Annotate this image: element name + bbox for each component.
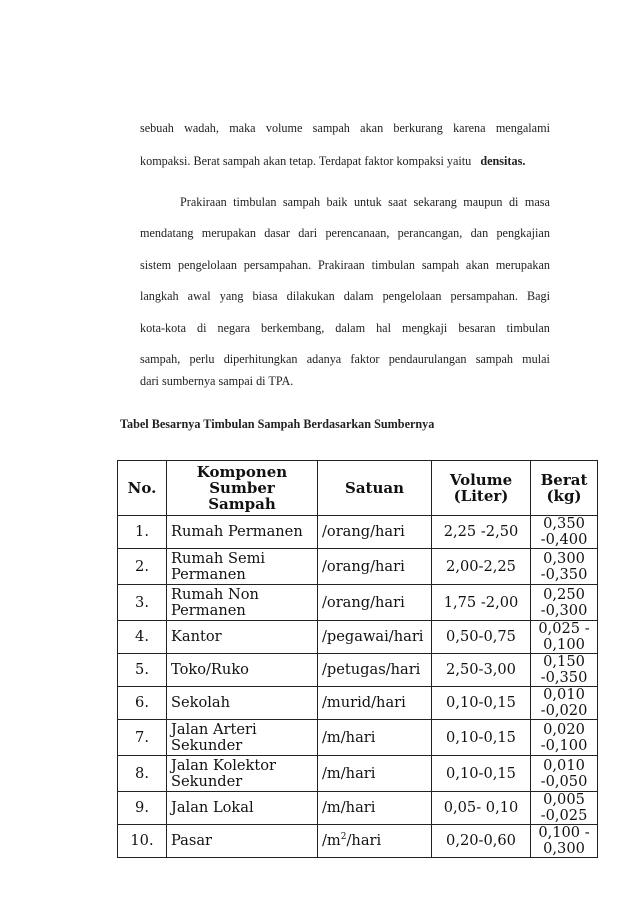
paragraph-line bbox=[140, 289, 550, 304]
word: perencanaan, bbox=[325, 226, 390, 240]
word: berkembang, bbox=[261, 321, 325, 335]
cell-volume: 1,75 -2,00 bbox=[432, 585, 531, 621]
header-no: No. bbox=[118, 461, 167, 516]
keyword-densitas: densitas. bbox=[480, 154, 526, 168]
word: karena bbox=[453, 121, 486, 135]
word: masa bbox=[524, 195, 550, 209]
word: diperhitungkan bbox=[223, 352, 298, 366]
table-row bbox=[118, 549, 598, 585]
cell-komponen: Kantor bbox=[167, 621, 318, 654]
word: dalam bbox=[343, 289, 374, 303]
cell-berat: 0,020 -0,100 bbox=[531, 720, 598, 756]
table-row bbox=[118, 687, 598, 720]
cell-komponen-line2: Sekunder bbox=[171, 772, 243, 790]
cell-berat: 0,300 -0,350 bbox=[531, 549, 598, 585]
word: mengkaji bbox=[401, 321, 448, 335]
word: timbulan bbox=[233, 195, 277, 209]
word: merupakan bbox=[495, 258, 550, 272]
cell-komponen: Sekolah bbox=[167, 687, 318, 720]
word: dalam bbox=[335, 321, 366, 335]
cell-satuan: /orang/hari bbox=[318, 516, 432, 549]
satuan-unit: /m bbox=[322, 832, 341, 849]
table-row bbox=[118, 516, 598, 549]
cell-no: 2. bbox=[118, 549, 167, 585]
cell-satuan: /murid/hari bbox=[318, 687, 432, 720]
word: berkurang bbox=[393, 121, 443, 135]
word: maka bbox=[229, 121, 256, 135]
cell-berat: 0,150 -0,350 bbox=[531, 654, 598, 687]
cell-no: 4. bbox=[118, 621, 167, 654]
paragraph-line bbox=[140, 374, 550, 389]
header-komponen bbox=[167, 461, 318, 516]
word: baik bbox=[326, 195, 348, 209]
word: pengkajian bbox=[496, 226, 550, 240]
timbulan-sampah-table bbox=[117, 460, 598, 858]
cell-komponen: Rumah Permanen bbox=[167, 516, 318, 549]
word: volume bbox=[265, 121, 303, 135]
cell-berat: 0,010 -0,020 bbox=[531, 687, 598, 720]
header-satuan: Satuan bbox=[318, 461, 432, 516]
word: dilakukan bbox=[286, 289, 335, 303]
cell-komponen: Toko/Ruko bbox=[167, 654, 318, 687]
word: pengelolaan bbox=[178, 258, 237, 272]
cell-volume: 2,50-3,00 bbox=[432, 654, 531, 687]
word: di bbox=[197, 321, 207, 335]
word: pengelolaan bbox=[382, 289, 442, 303]
cell-komponen bbox=[167, 549, 318, 585]
cell-no: 7. bbox=[118, 720, 167, 756]
word: untuk bbox=[353, 195, 382, 209]
cell-volume: 2,00-2,25 bbox=[432, 549, 531, 585]
cell-komponen-line1: Rumah Non bbox=[171, 585, 259, 603]
paragraph-line bbox=[140, 226, 550, 241]
cell-berat: 0,250 -0,300 bbox=[531, 585, 598, 621]
word: kota-kota bbox=[140, 321, 187, 335]
word: biasa bbox=[252, 289, 278, 303]
word: maupun bbox=[463, 195, 503, 209]
paragraph-line bbox=[140, 154, 550, 169]
word: dasar bbox=[264, 226, 290, 240]
cell-komponen-line2: Sekunder bbox=[171, 736, 243, 754]
cell-komponen-line1: Jalan Arteri bbox=[171, 720, 257, 738]
word: besaran bbox=[458, 321, 496, 335]
cell-no: 9. bbox=[118, 792, 167, 825]
word: sebuah bbox=[140, 121, 174, 135]
table-row bbox=[118, 720, 598, 756]
cell-berat: 0,100 - 0,300 bbox=[531, 825, 598, 858]
header-komponen-line2: Sampah bbox=[208, 495, 276, 513]
word: saat bbox=[388, 195, 408, 209]
paragraph-line bbox=[140, 121, 550, 136]
word: adanya bbox=[306, 352, 342, 366]
word: perlu bbox=[189, 352, 215, 366]
cell-volume: 0,10-0,15 bbox=[432, 687, 531, 720]
cell-satuan bbox=[318, 825, 432, 858]
header-volume-line2: (Liter) bbox=[453, 487, 509, 505]
cell-volume: 0,10-0,15 bbox=[432, 720, 531, 756]
word: sampah, bbox=[140, 352, 181, 366]
cell-satuan: /m/hari bbox=[318, 756, 432, 792]
word: timbulan bbox=[506, 321, 550, 335]
paragraph-line bbox=[140, 258, 550, 273]
word: persampahan. bbox=[450, 289, 518, 303]
word: akan bbox=[465, 258, 489, 272]
cell-volume: 0,05- 0,10 bbox=[432, 792, 531, 825]
word: dari bbox=[298, 226, 318, 240]
paragraph-text: dari sumbernya sampai di TPA. bbox=[140, 374, 294, 388]
cell-komponen bbox=[167, 720, 318, 756]
word: Prakiraan bbox=[180, 195, 227, 209]
word: yang bbox=[219, 289, 244, 303]
word: sampah bbox=[282, 195, 321, 209]
word: sampah bbox=[421, 258, 460, 272]
word: timbulan bbox=[371, 258, 415, 272]
header-volume bbox=[432, 461, 531, 516]
cell-berat: 0,005 -0,025 bbox=[531, 792, 598, 825]
word: perancangan, bbox=[397, 226, 463, 240]
paragraph-line bbox=[140, 321, 550, 336]
table-caption: Tabel Besarnya Timbulan Sampah Berdasarkan Sumbernya bbox=[120, 417, 435, 431]
cell-komponen: Pasar bbox=[167, 825, 318, 858]
header-berat: Berat (kg) bbox=[531, 461, 598, 516]
word: mengalami bbox=[495, 121, 550, 135]
word: sampah bbox=[312, 121, 350, 135]
table-row bbox=[118, 621, 598, 654]
cell-satuan: /orang/hari bbox=[318, 585, 432, 621]
word: negara bbox=[217, 321, 250, 335]
paragraph-line bbox=[140, 195, 550, 210]
word: Prakiraan bbox=[318, 258, 365, 272]
cell-komponen-line2: Permanen bbox=[171, 601, 246, 619]
cell-komponen-line1: Jalan Kolektor bbox=[171, 756, 277, 774]
table-row bbox=[118, 792, 598, 825]
paragraph-text: kompaksi. Berat sampah akan tetap. Terdapat faktor kompaksi yaitu bbox=[140, 154, 472, 168]
cell-komponen bbox=[167, 756, 318, 792]
header-volume-line1: Volume bbox=[449, 471, 513, 489]
cell-satuan: /petugas/hari bbox=[318, 654, 432, 687]
cell-no: 8. bbox=[118, 756, 167, 792]
word: sistem bbox=[140, 258, 172, 272]
header-komponen-line1: Komponen Sumber bbox=[196, 463, 288, 497]
table-row bbox=[118, 654, 598, 687]
word: pendaurulangan bbox=[388, 352, 467, 366]
cell-komponen: Jalan Lokal bbox=[167, 792, 318, 825]
table-row bbox=[118, 585, 598, 621]
word: faktor bbox=[350, 352, 380, 366]
cell-no: 1. bbox=[118, 516, 167, 549]
word: awal bbox=[187, 289, 211, 303]
cell-berat: 0,010 -0,050 bbox=[531, 756, 598, 792]
word: persampahan. bbox=[243, 258, 312, 272]
cell-berat: 0,350 -0,400 bbox=[531, 516, 598, 549]
cell-komponen bbox=[167, 585, 318, 621]
satuan-superscript: 2 bbox=[340, 832, 347, 842]
word: dan bbox=[470, 226, 489, 240]
cell-no: 5. bbox=[118, 654, 167, 687]
word: langkah bbox=[140, 289, 179, 303]
cell-komponen-line1: Rumah Semi bbox=[171, 549, 266, 567]
cell-berat: 0,025 - 0,100 bbox=[531, 621, 598, 654]
word: mendatang bbox=[140, 226, 194, 240]
cell-volume: 0,20-0,60 bbox=[432, 825, 531, 858]
table-header-row bbox=[118, 461, 598, 516]
cell-volume: 0,10-0,15 bbox=[432, 756, 531, 792]
word: di bbox=[508, 195, 519, 209]
cell-no: 6. bbox=[118, 687, 167, 720]
word: sekarang bbox=[413, 195, 457, 209]
word: wadah, bbox=[184, 121, 219, 135]
word: merupakan bbox=[201, 226, 256, 240]
cell-volume: 2,25 -2,50 bbox=[432, 516, 531, 549]
table-row bbox=[118, 825, 598, 858]
cell-satuan: /m/hari bbox=[318, 720, 432, 756]
word: Bagi bbox=[526, 289, 550, 303]
satuan-suffix: /hari bbox=[346, 832, 382, 849]
cell-satuan: /pegawai/hari bbox=[318, 621, 432, 654]
cell-no: 3. bbox=[118, 585, 167, 621]
cell-satuan: /m/hari bbox=[318, 792, 432, 825]
word: akan bbox=[360, 121, 384, 135]
cell-volume: 0,50-0,75 bbox=[432, 621, 531, 654]
word: sampah bbox=[475, 352, 513, 366]
cell-komponen-line2: Permanen bbox=[171, 565, 246, 583]
table-row bbox=[118, 756, 598, 792]
word: hal bbox=[376, 321, 391, 335]
word: mulai bbox=[522, 352, 550, 366]
cell-no: 10. bbox=[118, 825, 167, 858]
cell-satuan: /orang/hari bbox=[318, 549, 432, 585]
paragraph-line bbox=[140, 352, 550, 367]
